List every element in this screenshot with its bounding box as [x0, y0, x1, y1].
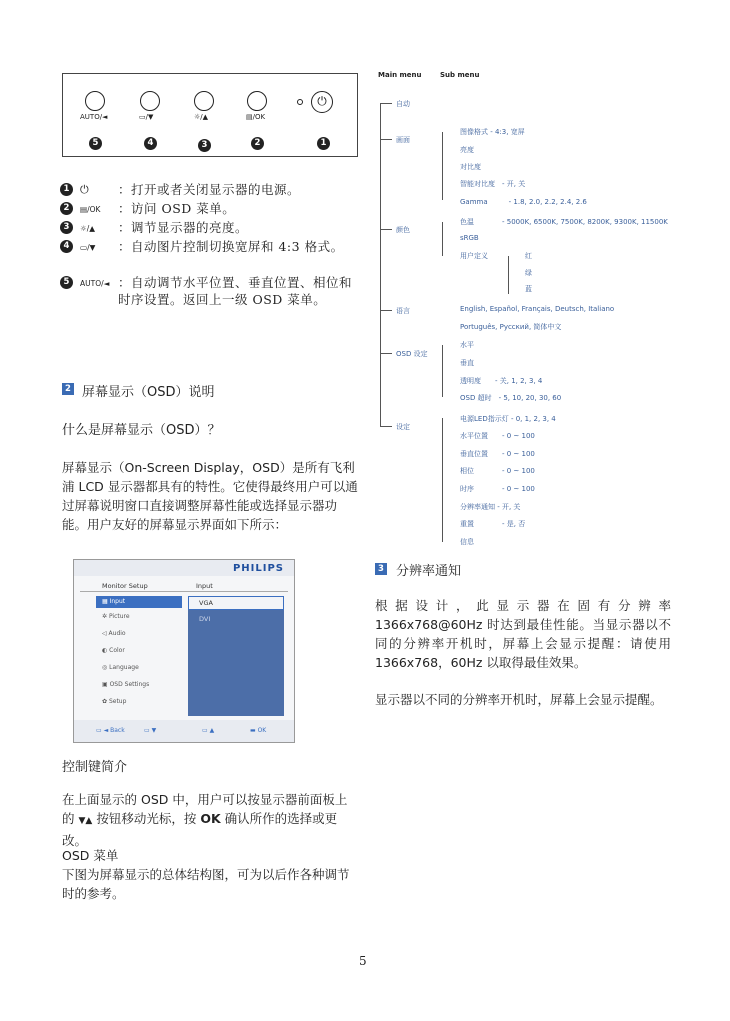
tree-color-spine [442, 222, 443, 256]
tree-picture-gamma: Gamma - 1.8, 2.0, 2.2, 2.4, 2.6 [460, 198, 587, 206]
section-3-title: 分辨率通知 [396, 564, 462, 579]
tree-main-language: 语言 [396, 307, 410, 315]
osd-menu-list [96, 596, 186, 710]
tree-main-picture: 画面 [396, 136, 410, 144]
tree-language-line2: Português, Русский, 简体中文 [460, 323, 562, 331]
tree-branch [380, 103, 392, 104]
osd-sub-panel [188, 596, 284, 716]
tree-setup-phase: 相位 - 0 ~ 100 [460, 467, 535, 475]
tree-setup-v-position: 垂直位置 - 0 ~ 100 [460, 450, 535, 458]
legend-desc-3: ：调节显示器的亮度。 [118, 220, 249, 235]
tree-main-auto: 自动 [396, 100, 410, 108]
panel-number-5: 5 [89, 137, 102, 150]
power-icon: ⏻ [80, 183, 89, 196]
power-led [297, 99, 303, 105]
section-number-2: 2 [62, 383, 74, 395]
control-keys-body: 在上面显示的 OSD 中，用户可以按显示器前面板上的 ▼▲ 按钮移动光标，按 OK 确认所作的选择或更改。 [62, 792, 348, 848]
osd-menu-title: OSD 菜单 [62, 848, 119, 863]
tree-picture-contrast: 对比度 [460, 163, 481, 171]
tree-setup-spine [442, 418, 443, 542]
osd-menu-item-osd-settings[interactable]: ▣ OSD Settings [102, 681, 150, 688]
osd-footer-down[interactable]: ▭ ▼ [144, 727, 157, 734]
osd-divider [80, 591, 288, 592]
osd-footer-up[interactable]: ▭ ▲ [202, 727, 215, 734]
brightness-button-circle [194, 91, 214, 111]
tree-rgb-spine [508, 256, 509, 294]
tree-rgb-blue: 蓝 [525, 285, 532, 293]
osd-sub-item-vga[interactable]: VGA [199, 599, 213, 607]
osd-col-input: Input [196, 582, 213, 590]
auto-button-circle [85, 91, 105, 111]
tree-branch [380, 353, 392, 354]
tree-main-spine [380, 103, 381, 427]
osd-menu-tree [370, 68, 700, 558]
osd-footer-back[interactable]: ▭ ◄ Back [96, 727, 125, 734]
tree-setup-power-led: 电源LED指示灯 - 0, 1, 2, 3, 4 [460, 415, 556, 423]
tree-branch [380, 426, 392, 427]
menu-button-circle [247, 91, 267, 111]
osd-col-monitor-setup: Monitor Setup [102, 582, 148, 590]
tree-rgb-green: 绿 [525, 269, 532, 277]
tree-language-line1: English, Español, Français, Deutsch, Italiano [460, 305, 615, 313]
menu-ok-icon: ▤/OK [80, 205, 101, 214]
osd-what-title: 什么是屏幕显示（OSD）？ [62, 423, 221, 438]
panel-number-2: 2 [251, 137, 264, 150]
tree-main-color: 颜色 [396, 226, 410, 234]
tree-picture-spine [442, 132, 443, 200]
osd-menu-item-setup[interactable]: ✿ Setup [102, 698, 127, 705]
tree-setup-reset: 重置 - 是, 否 [460, 520, 526, 528]
tree-setup-clock: 时序 - 0 ~ 100 [460, 485, 535, 493]
osd-menu-item-picture[interactable]: ✲ Picture [102, 613, 130, 620]
front-panel-diagram [62, 73, 358, 157]
ok-key-label: OK [200, 811, 221, 826]
tree-picture-brightness: 亮度 [460, 146, 474, 154]
legend-number-5: 5 [60, 276, 73, 289]
tree-branch [380, 310, 392, 311]
tree-main-header: Main menu [378, 71, 422, 79]
tree-osd-spine [442, 345, 443, 397]
osd-menu-body: 下图为屏幕显示的总体结构图，可为以后作各种调节时的参考。 [62, 867, 350, 901]
panel-number-1: 1 [317, 137, 330, 150]
auto-left-icon: AUTO/◄ [80, 279, 110, 288]
legend-number-4: 4 [60, 240, 73, 253]
legend-desc-5: ：自动调节水平位置、垂直位置、相位和时序设置。返回上一级 OSD 菜单。 [118, 275, 353, 307]
tree-color-temp: 色温 - 5000K, 6500K, 7500K, 8200K, 9300K, 11500K [460, 218, 668, 226]
tree-picture-smart-contrast: 智能对比度 - 开, 关 [460, 180, 526, 188]
tree-osd-transparency: 透明度 - 关, 1, 2, 3, 4 [460, 377, 543, 385]
control-keys-title: 控制键简介 [62, 760, 128, 775]
section-3-body-1: 根据设计，此显示器在固有分辨率 1366x768@60Hz 时达到最佳性能。当显示器以不同的分辨率开机时，屏幕上会显示提醒：请使用 1366x768，60Hz 以取得最佳效果。 [375, 598, 671, 670]
tree-osd-horizontal: 水平 [460, 341, 474, 349]
osd-menu-item-language[interactable]: ◎ Language [102, 664, 139, 671]
tree-setup-resolution-notice: 分辨率通知 - 开, 关 [460, 503, 521, 511]
panel-label-input: ▭/▼ [139, 113, 154, 121]
panel-label-menu: ▤/OK [246, 113, 266, 121]
panel-number-3: 3 [198, 139, 211, 152]
input-down-icon: ▭/▼ [80, 243, 96, 252]
legend-desc-4: ：自动图片控制切换宽屏和 4:3 格式。 [118, 239, 344, 254]
tree-sub-header: Sub menu [440, 71, 480, 79]
brightness-up-icon: ☼/▲ [80, 224, 96, 233]
philips-logo: PHILIPS [232, 563, 284, 574]
legend-number-2: 2 [60, 202, 73, 215]
section-2-title: 屏幕显示（OSD）说明 [82, 385, 215, 400]
power-icon: ⏻ [311, 91, 333, 113]
tree-branch [380, 139, 392, 140]
panel-label-auto: AUTO/◄ [80, 113, 108, 121]
page-number: 5 [359, 954, 367, 968]
tree-main-setup: 设定 [396, 423, 410, 431]
osd-sub-item-dvi[interactable]: DVI [199, 615, 211, 623]
tree-osd-vertical: 垂直 [460, 359, 474, 367]
tree-osd-timeout: OSD 超时 - 5, 10, 20, 30, 60 [460, 394, 562, 402]
tree-rgb-red: 红 [525, 252, 532, 260]
tree-color-user: 用户定义 [460, 252, 488, 260]
legend-number-1: 1 [60, 183, 73, 196]
osd-menu-item-audio[interactable]: ◁ Audio [102, 630, 126, 637]
panel-label-brightness: ☼/▲ [194, 113, 209, 121]
osd-what-body: 屏幕显示（On-Screen Display，OSD）是所有飞利浦 LCD 显示器都具有的特性。它使得最终用户可以通过屏幕说明窗口直接调整屏幕性能或选择显示器功能。用户友好的屏幕显示界面如下所示： [62, 460, 358, 532]
tree-picture-format: 图像格式 - 4:3, 宽屏 [460, 128, 525, 136]
legend-number-3: 3 [60, 221, 73, 234]
tree-main-osd: OSD 设定 [396, 350, 428, 358]
osd-menu-item-color[interactable]: ◐ Color [102, 647, 125, 654]
down-up-arrows-icon: ▼▲ [78, 816, 93, 826]
input-button-circle [140, 91, 160, 111]
tree-setup-h-position: 水平位置 - 0 ~ 100 [460, 432, 535, 440]
panel-number-4: 4 [144, 137, 157, 150]
section-3-body-2: 显示器以不同的分辨率开机时，屏幕上会显示提醒。 [375, 692, 663, 707]
osd-screenshot [73, 559, 295, 743]
section-number-3: 3 [375, 563, 387, 575]
legend-desc-2: ：访问 OSD 菜单。 [118, 201, 236, 216]
osd-menu-item-input[interactable]: ▦ Input [102, 598, 126, 605]
osd-footer-ok[interactable]: ▬ OK [250, 727, 267, 734]
tree-color-srgb: sRGB [460, 234, 479, 242]
tree-branch [380, 229, 392, 230]
tree-setup-info: 信息 [460, 538, 474, 546]
legend-desc-1: ：打开或者关闭显示器的电源。 [118, 182, 301, 197]
